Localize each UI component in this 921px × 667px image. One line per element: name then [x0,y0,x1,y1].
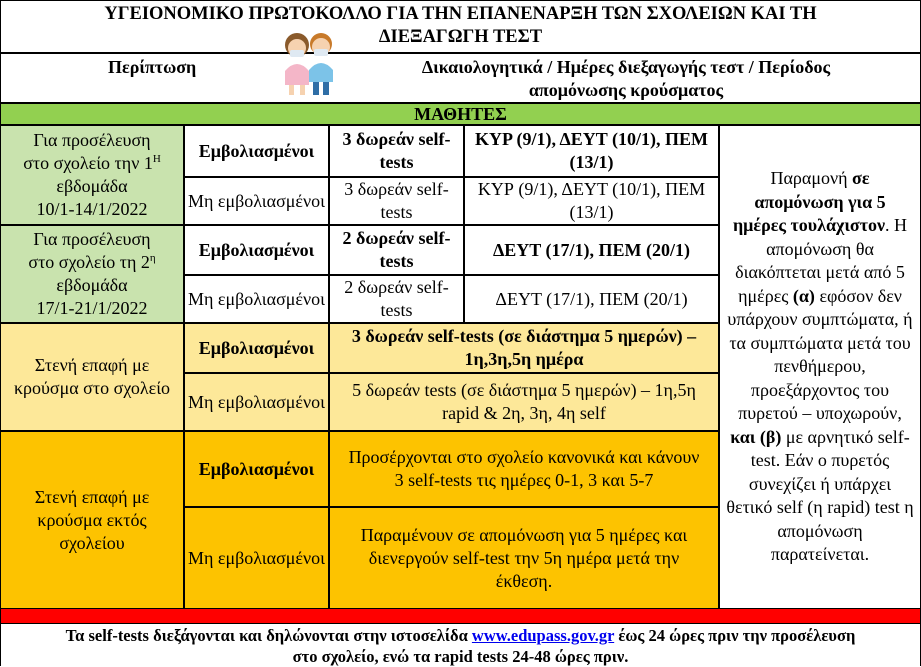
isolation-a-label: (α) [792,285,815,306]
school-contact-unvaccinated-text: 5 δωρεάν tests (σε διάστημα 5 ημερών) – 1η,5η rapid & 2η, 3η, 4η self [329,373,719,431]
red-divider [0,609,921,623]
week2-case [0,225,184,323]
title-line-1: ΥΓΕΙΟΝΟΜΙΚΟ ΠΡΩΤΟΚΟΛΛΟ ΓΙΑ ΤΗΝ ΕΠΑΝΕΝΑΡΞΗ ΤΩΝ ΣΧΟΛΕΙΩΝ ΚΑΙ ΤΗ [104,4,817,24]
title-line-2: ΔΙΕΞΑΓΩΓΗ ΤΕΣΤ [378,27,543,47]
document-title [0,0,921,53]
week2-case-line-1: Για προσέλευση [33,229,151,249]
school-contact-case: Στενή επαφή με κρούσμα στο σχολείο [0,323,184,431]
students-header: ΜΑΘΗΤΕΣ [0,103,921,125]
week1-vaccinated-days: ΚΥΡ (9/1), ΔΕΥΤ (10/1), ΠΕΜ (13/1) [464,125,719,177]
week1-unvaccinated-days: ΚΥΡ (9/1), ΔΕΥΤ (10/1), ΠΕΜ (13/1) [464,177,719,225]
week1-case-dates: 10/1-14/1/2022 [36,199,148,219]
isolation-a-text: εφόσον δεν υπάρχουν συμπτώματα, ή τα συμπτώματα μετά του πενθήμερου, προεξάρχοντος του πυρετού – υποχωρούν, [727,285,913,424]
school-contact-vaccinated-text: 3 δωρεάν self-tests (σε διάστημα 5 ημερών) – 1η,3η,5η ημέρα [329,323,719,373]
week1-case-line-3: εβδομάδα [56,176,128,196]
isolation-b-label: (β) [759,426,782,447]
week1-case-line-1: Για προσέλευση [33,130,151,150]
week2-vaccinated-days: ΔΕΥΤ (17/1), ΠΕΜ (20/1) [464,225,719,275]
header-documents [376,56,876,102]
school-contact-vaccinated-label: Εμβολιασμένοι [184,323,329,373]
footer-text-before: Τα self-tests διεξάγονται και δηλώνονται στην ιστοσελίδα [65,626,468,645]
week2-unvaccinated-days: ΔΕΥΤ (17/1), ΠΕΜ (20/1) [464,275,719,323]
week1-case-line-2: στο σχολείο την 1 [23,153,153,173]
week1-vaccinated-label: Εμβολιασμένοι [184,125,329,177]
week2-case-line-2: στο σχολείο τη 2 [28,252,150,272]
week2-unvaccinated-tests: 2 δωρεάν self-tests [329,275,464,323]
week2-unvaccinated-label: Μη εμβολιασμένοι [184,275,329,323]
footer-line-2: στο σχολείο, ενώ τα rapid tests 24-48 ώρες πριν. [292,647,629,666]
outside-contact-unvaccinated-label: Μη εμβολιασμένοι [184,507,329,609]
edupass-link[interactable]: www.edupass.gov.gr [471,626,615,645]
children-masks-icon [278,27,340,97]
footer-note [0,623,921,666]
week2-case-sup: η [149,252,156,264]
week1-case [0,125,184,225]
header-case: Περίπτωση [108,57,197,77]
outside-contact-case: Στενή επαφή με κρούσμα εκτός σχολείου [0,431,184,609]
week2-case-dates: 17/1-21/1/2022 [36,298,148,318]
header-docs-line-1: Δικαιολογητικά / Ημέρες διεξαγωγής τεστ / Περίοδος [421,57,831,77]
isolation-period: σε απομόνωση για 5 ημέρες τουλάχιστον [732,168,886,236]
outside-contact-vaccinated-label: Εμβολιασμένοι [184,431,329,507]
week2-vaccinated-tests: 2 δωρεάν self-tests [329,225,464,275]
week1-unvaccinated-label: Μη εμβολιασμένοι [184,177,329,225]
footer-text-after: έως 24 ώρες πριν την προσέλευση [618,626,856,645]
isolation-b-text: με αρνητικό self-test. Εάν ο πυρετός συνεχίζει ή υπάρχει θετικό self (η rapid) test η απομόνωση παρατείνεται. [726,426,914,565]
header-docs-line-2: απομόνωσης κρούσματος [528,80,724,100]
isolation-stop: Η απομόνωση θα διακόπτεται μετά από 5 ημέρες [735,215,908,306]
week2-vaccinated-label: Εμβολιασμένοι [184,225,329,275]
outside-contact-vaccinated-text: Προσέρχονται στο σχολείο κανονικά και κάνουν 3 self-tests τις ημέρες 0-1, 3 και 5-7 [329,431,719,507]
outside-contact-unvaccinated-text: Παραμένουν σε απομόνωση για 5 ημέρες και διενεργούν self-test την 5η ημέρα μετά την έκθεση. [329,507,719,609]
isolation-and: και [730,426,756,447]
isolation-stay: Παραμονή [770,168,848,189]
week1-vaccinated-tests: 3 δωρεάν self-tests [329,125,464,177]
school-contact-unvaccinated-label: Μη εμβολιασμένοι [184,373,329,431]
week1-unvaccinated-tests: 3 δωρεάν self-tests [329,177,464,225]
week1-case-sup: Η [152,153,161,165]
isolation-rules: Παραμονή σε απομόνωση για 5 ημέρες τουλάχιστον. Η απομόνωση θα διακόπτεται μετά από 5 ημέρες (α) εφόσον δεν υπάρχουν συμπτώματα, ή τα συμπτώματα μετά του πενθήμερου, προεξάρχοντος του πυρετού – υποχωρούν, και (β) με αρνητικό self-test. Εάν ο πυρετός συνεχίζει ή υπάρχει θετικό self (η rapid) test η απομόνωση παρατείνεται. [719,125,921,609]
week2-case-line-3: εβδομάδα [56,275,128,295]
